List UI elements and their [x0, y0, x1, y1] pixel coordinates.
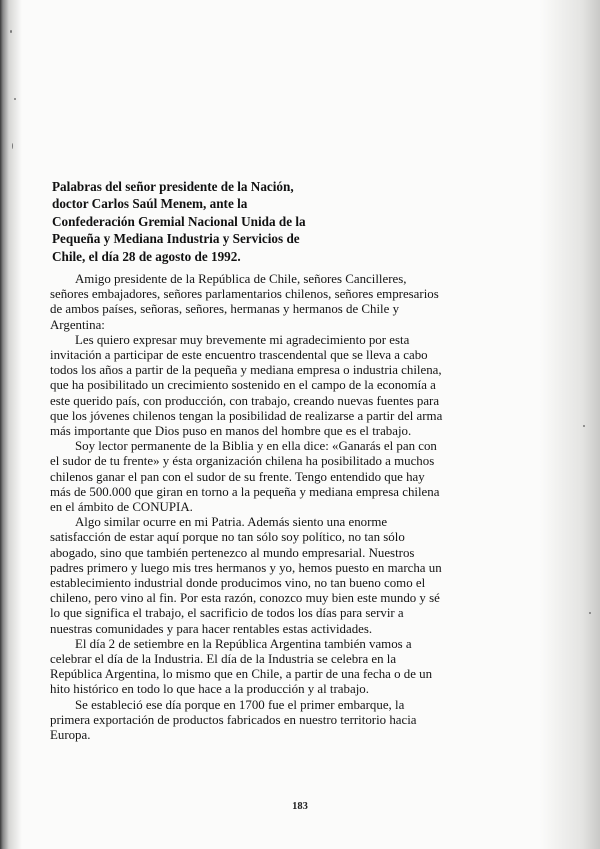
paragraph-bible: Soy lector permanente de la Biblia y en ella dice: «Ganarás el pan con el sudor de tu frente» y ésta organización chilena ha posibilitado a muchos chilenos ganar el pan con el sudor de su frente. Tengo entendido que hay más de 500.000 que giran en torno a la pequeña y mediana empresa chilena en el ámbito de CONUPIA. — [50, 439, 440, 515]
paragraph-gratitude: Les quiero expresar muy brevemente mi agradecimiento por esta invitación a participar de este encuentro trascendental que se lleva a cabo todos los años a partir de la pequeña y mediana empresa o industria chilena, que ha posibilitado un crecimiento sostenido en el campo de la economía a este querido país, con producción, con trabajo, creando nuevas fuentes para que los jóvenes chilenos tengan la posibilidad de realizarse a partir del arma más importante que Dios puso en manos del hombre que es el trabajo. — [50, 332, 443, 439]
scan-speck — [14, 98, 16, 100]
speech-body — [50, 272, 560, 743]
page-number: 183 — [292, 801, 308, 812]
paragraph-greeting: Amigo presidente de la República de Chile, señores Cancilleres, señores embajadores, señores parlamentarios chilenos, señores empresarios de ambos países, señoras, señores, hermanas y hermanos de Chile y Argentina: — [50, 272, 439, 332]
scan-speck — [589, 612, 591, 614]
paragraph-industry-day: El día 2 de setiembre en la República Argentina también vamos a celebrar el día de la Industria. El día de la Industria se celebra en la República Argentina, lo mismo que en Chile, a partir de una fecha o de un hito histórico en todo lo que hace a la producción y al trabajo. — [50, 636, 433, 697]
speech-heading: Palabras del señor presidente de la Nación, doctor Carlos Saúl Menem, ante la Confederación Gremial Nacional Unida de la Pequeña y Mediana Industria y Servicios de Chile, el día 28 de agosto de 1992. — [52, 179, 306, 264]
scan-speck — [583, 425, 585, 427]
scan-speck — [12, 143, 13, 149]
paragraph-patria: Algo similar ocurre en mi Patria. Además siento una enorme satisfacción de estar aquí porque no tan sólo soy político, no tan sólo abogado, sino que también pertenezco al mundo empresarial. Nuestros padres primero y luego mis tres hermanos y yo, hemos puesto en marcha un establecimiento industrial donde producimos vino, no tan bueno como el chileno, pero vino al fin. Por esta razón, conozco muy bien este mundo y sé lo que significa el trabajo, el sacrificio de todos los días para servir a nuestras comunidades y para hacer rentables estas actividades. — [50, 515, 442, 636]
scan-speck — [10, 30, 12, 33]
page-left-edge-shadow — [0, 0, 22, 849]
paragraph-first-export: Se estableció ese día porque en 1700 fue el primer embarque, la primera exportación de productos fabricados en nuestro territorio hacia Europa. — [50, 697, 417, 743]
